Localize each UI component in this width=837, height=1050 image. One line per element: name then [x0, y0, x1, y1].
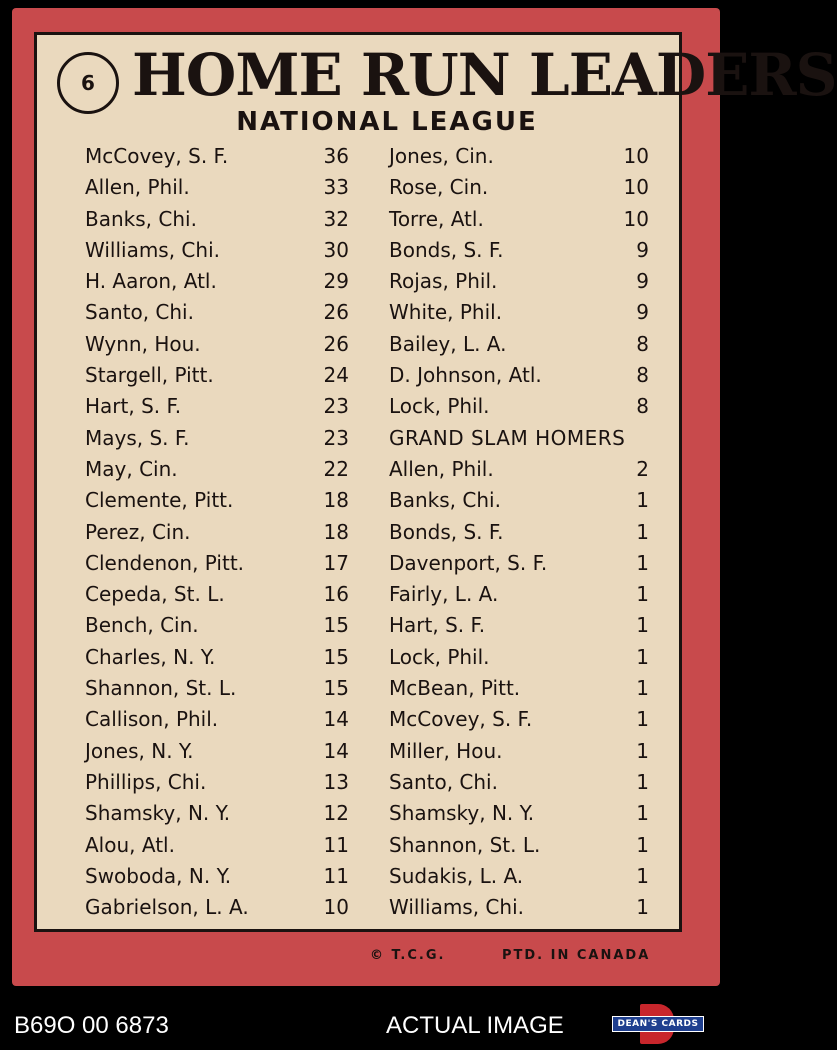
player-row — [85, 736, 365, 767]
home-run-count: 22 — [323, 456, 349, 481]
player-row — [85, 141, 365, 172]
player-name: GRAND SLAM HOMERS — [389, 425, 626, 450]
player-row — [389, 141, 651, 172]
actual-image-label: ACTUAL IMAGE — [386, 1012, 564, 1039]
home-run-count: 8 — [636, 363, 649, 388]
player-name: Rose, Cin. — [389, 175, 489, 200]
player-name: Bench, Cin. — [85, 613, 199, 638]
player-row — [389, 610, 651, 641]
home-run-count: 15 — [323, 613, 349, 638]
player-name: Torre, Atl. — [389, 206, 484, 231]
listing-bottom-bar — [0, 1000, 732, 1050]
player-row — [85, 297, 365, 328]
player-name: Santo, Chi. — [85, 300, 194, 325]
card-number-badge — [57, 52, 119, 114]
player-row — [85, 391, 365, 422]
home-run-count: 1 — [636, 863, 649, 888]
player-row — [85, 423, 365, 454]
player-row — [85, 767, 365, 798]
left-stats-column — [85, 141, 365, 923]
player-row — [389, 485, 651, 516]
player-row — [389, 391, 651, 422]
player-name: White, Phil. — [389, 300, 503, 325]
player-row — [85, 673, 365, 704]
home-run-count: 9 — [636, 300, 649, 325]
player-row — [389, 673, 651, 704]
home-run-count: 1 — [636, 550, 649, 575]
player-name: Bonds, S. F. — [389, 237, 504, 262]
player-name: Shamsky, N. Y. — [389, 801, 535, 826]
player-name: Rojas, Phil. — [389, 269, 498, 294]
player-name: Shannon, St. L. — [85, 676, 237, 701]
player-name: Phillips, Chi. — [85, 769, 207, 794]
card-title: HOME RUN LEADERS — [132, 41, 837, 109]
home-run-count: 16 — [323, 582, 349, 607]
home-run-count: 23 — [323, 425, 349, 450]
player-name: Shannon, St. L. — [389, 832, 541, 857]
player-name: Lock, Phil. — [389, 644, 490, 669]
home-run-count: 18 — [323, 488, 349, 513]
right-stats-column — [389, 141, 651, 923]
home-run-count: 1 — [636, 488, 649, 513]
home-run-count: 26 — [323, 300, 349, 325]
player-name: Callison, Phil. — [85, 707, 219, 732]
home-run-count: 23 — [323, 394, 349, 419]
home-run-count: 24 — [323, 363, 349, 388]
player-name: Hart, S. F. — [85, 394, 182, 419]
player-name: Clemente, Pitt. — [85, 488, 234, 513]
player-name: Davenport, S. F. — [389, 550, 548, 575]
player-row — [389, 798, 651, 829]
player-row — [389, 830, 651, 861]
player-name: Williams, Chi. — [85, 237, 220, 262]
player-row — [389, 266, 651, 297]
player-name: Bailey, L. A. — [389, 331, 507, 356]
player-name: Fairly, L. A. — [389, 582, 499, 607]
player-row — [389, 235, 651, 266]
player-row — [85, 704, 365, 735]
baseball-card-back — [12, 8, 837, 986]
player-row — [389, 517, 651, 548]
player-name: Banks, Chi. — [389, 488, 501, 513]
home-run-count: 30 — [323, 237, 349, 262]
home-run-count: 10 — [623, 206, 649, 231]
player-name: Swoboda, N. Y. — [85, 863, 232, 888]
home-run-count: 14 — [323, 707, 349, 732]
home-run-count: 1 — [636, 895, 649, 920]
home-run-count: 1 — [636, 644, 649, 669]
player-name: Gabrielson, L. A. — [85, 895, 249, 920]
home-run-count: 1 — [636, 707, 649, 732]
player-row — [389, 642, 651, 673]
player-name: Perez, Cin. — [85, 519, 191, 544]
player-row — [389, 204, 651, 235]
player-name: Bonds, S. F. — [389, 519, 504, 544]
player-name: Cepeda, St. L. — [85, 582, 225, 607]
home-run-count: 9 — [636, 237, 649, 262]
player-row — [85, 642, 365, 673]
home-run-count: 15 — [323, 644, 349, 669]
home-run-count: 1 — [636, 801, 649, 826]
player-name: Miller, Hou. — [389, 738, 503, 763]
player-name: D. Johnson, Atl. — [389, 363, 542, 388]
item-id: B69O 00 6873 — [14, 1012, 169, 1039]
home-run-count: 33 — [323, 175, 349, 200]
player-name: McCovey, S. F. — [85, 144, 229, 168]
player-name: Wynn, Hou. — [85, 331, 201, 356]
player-row — [85, 172, 365, 203]
player-name: Sudakis, L. A. — [389, 863, 524, 888]
home-run-count: 32 — [323, 206, 349, 231]
player-name: Santo, Chi. — [389, 769, 498, 794]
home-run-count: 1 — [636, 676, 649, 701]
player-name: Shamsky, N. Y. — [85, 801, 231, 826]
player-name: Banks, Chi. — [85, 206, 197, 231]
home-run-count: 1 — [636, 519, 649, 544]
home-run-count: 13 — [323, 769, 349, 794]
player-name: Alou, Atl. — [85, 832, 175, 857]
player-row — [389, 736, 651, 767]
home-run-count: 1 — [636, 769, 649, 794]
player-row — [85, 579, 365, 610]
player-name: McCovey, S. F. — [389, 707, 533, 732]
player-name: Jones, N. Y. — [85, 738, 194, 763]
home-run-count: 9 — [636, 269, 649, 294]
player-name: Jones, Cin. — [389, 144, 494, 168]
player-row — [85, 830, 365, 861]
player-name: H. Aaron, Atl. — [85, 269, 217, 294]
player-name: Lock, Phil. — [389, 394, 490, 419]
home-run-count: 29 — [323, 269, 349, 294]
player-name: May, Cin. — [85, 456, 178, 481]
player-row — [85, 610, 365, 641]
player-name: Allen, Phil. — [85, 175, 190, 200]
home-run-count: 10 — [323, 895, 349, 920]
player-row — [389, 548, 651, 579]
home-run-count: 14 — [323, 738, 349, 763]
home-run-count: 11 — [323, 863, 349, 888]
home-run-count: 2 — [636, 456, 649, 481]
card-subtitle: NATIONAL LEAGUE — [236, 107, 538, 137]
logo-band: DEAN'S CARDS — [612, 1016, 704, 1032]
player-row — [85, 204, 365, 235]
home-run-count: 10 — [623, 175, 649, 200]
player-row — [389, 297, 651, 328]
home-run-count: 1 — [636, 613, 649, 638]
player-name: Allen, Phil. — [389, 456, 494, 481]
player-row — [389, 172, 651, 203]
player-name: Hart, S. F. — [389, 613, 486, 638]
home-run-count: 8 — [636, 394, 649, 419]
printed-in-text: PTD. IN CANADA — [502, 948, 651, 963]
player-row — [389, 329, 651, 360]
home-run-count: 15 — [323, 676, 349, 701]
player-row — [85, 454, 365, 485]
home-run-count: 1 — [636, 738, 649, 763]
player-row — [85, 517, 365, 548]
home-run-count: 12 — [323, 801, 349, 826]
player-row — [85, 235, 365, 266]
player-row — [85, 485, 365, 516]
player-row — [389, 892, 651, 923]
player-row — [85, 360, 365, 391]
home-run-count: 8 — [636, 331, 649, 356]
player-name: Stargell, Pitt. — [85, 363, 214, 388]
player-row — [85, 861, 365, 892]
home-run-count: 36 — [323, 144, 349, 168]
player-row — [389, 454, 651, 485]
player-row — [389, 704, 651, 735]
player-row — [389, 767, 651, 798]
player-row — [85, 329, 365, 360]
home-run-count: 17 — [323, 550, 349, 575]
home-run-count: 1 — [636, 832, 649, 857]
player-row — [85, 548, 365, 579]
player-name: McBean, Pitt. — [389, 676, 521, 701]
home-run-count: 11 — [323, 832, 349, 857]
home-run-count: 1 — [636, 582, 649, 607]
player-row — [85, 266, 365, 297]
player-name: Clendenon, Pitt. — [85, 550, 245, 575]
card-text-panel — [34, 32, 837, 932]
player-row — [389, 579, 651, 610]
player-row — [85, 798, 365, 829]
section-heading-row — [389, 423, 651, 454]
deans-cards-logo — [612, 1004, 704, 1044]
player-name: Charles, N. Y. — [85, 644, 216, 669]
home-run-count: 26 — [323, 331, 349, 356]
player-row — [389, 360, 651, 391]
player-name: Williams, Chi. — [389, 895, 524, 920]
home-run-count: 10 — [623, 144, 649, 168]
player-row — [389, 861, 651, 892]
card-number: 6 — [81, 71, 95, 95]
player-row — [85, 892, 365, 923]
copyright-text: © T.C.G. — [370, 948, 446, 963]
home-run-count: 18 — [323, 519, 349, 544]
player-name: Mays, S. F. — [85, 425, 190, 450]
